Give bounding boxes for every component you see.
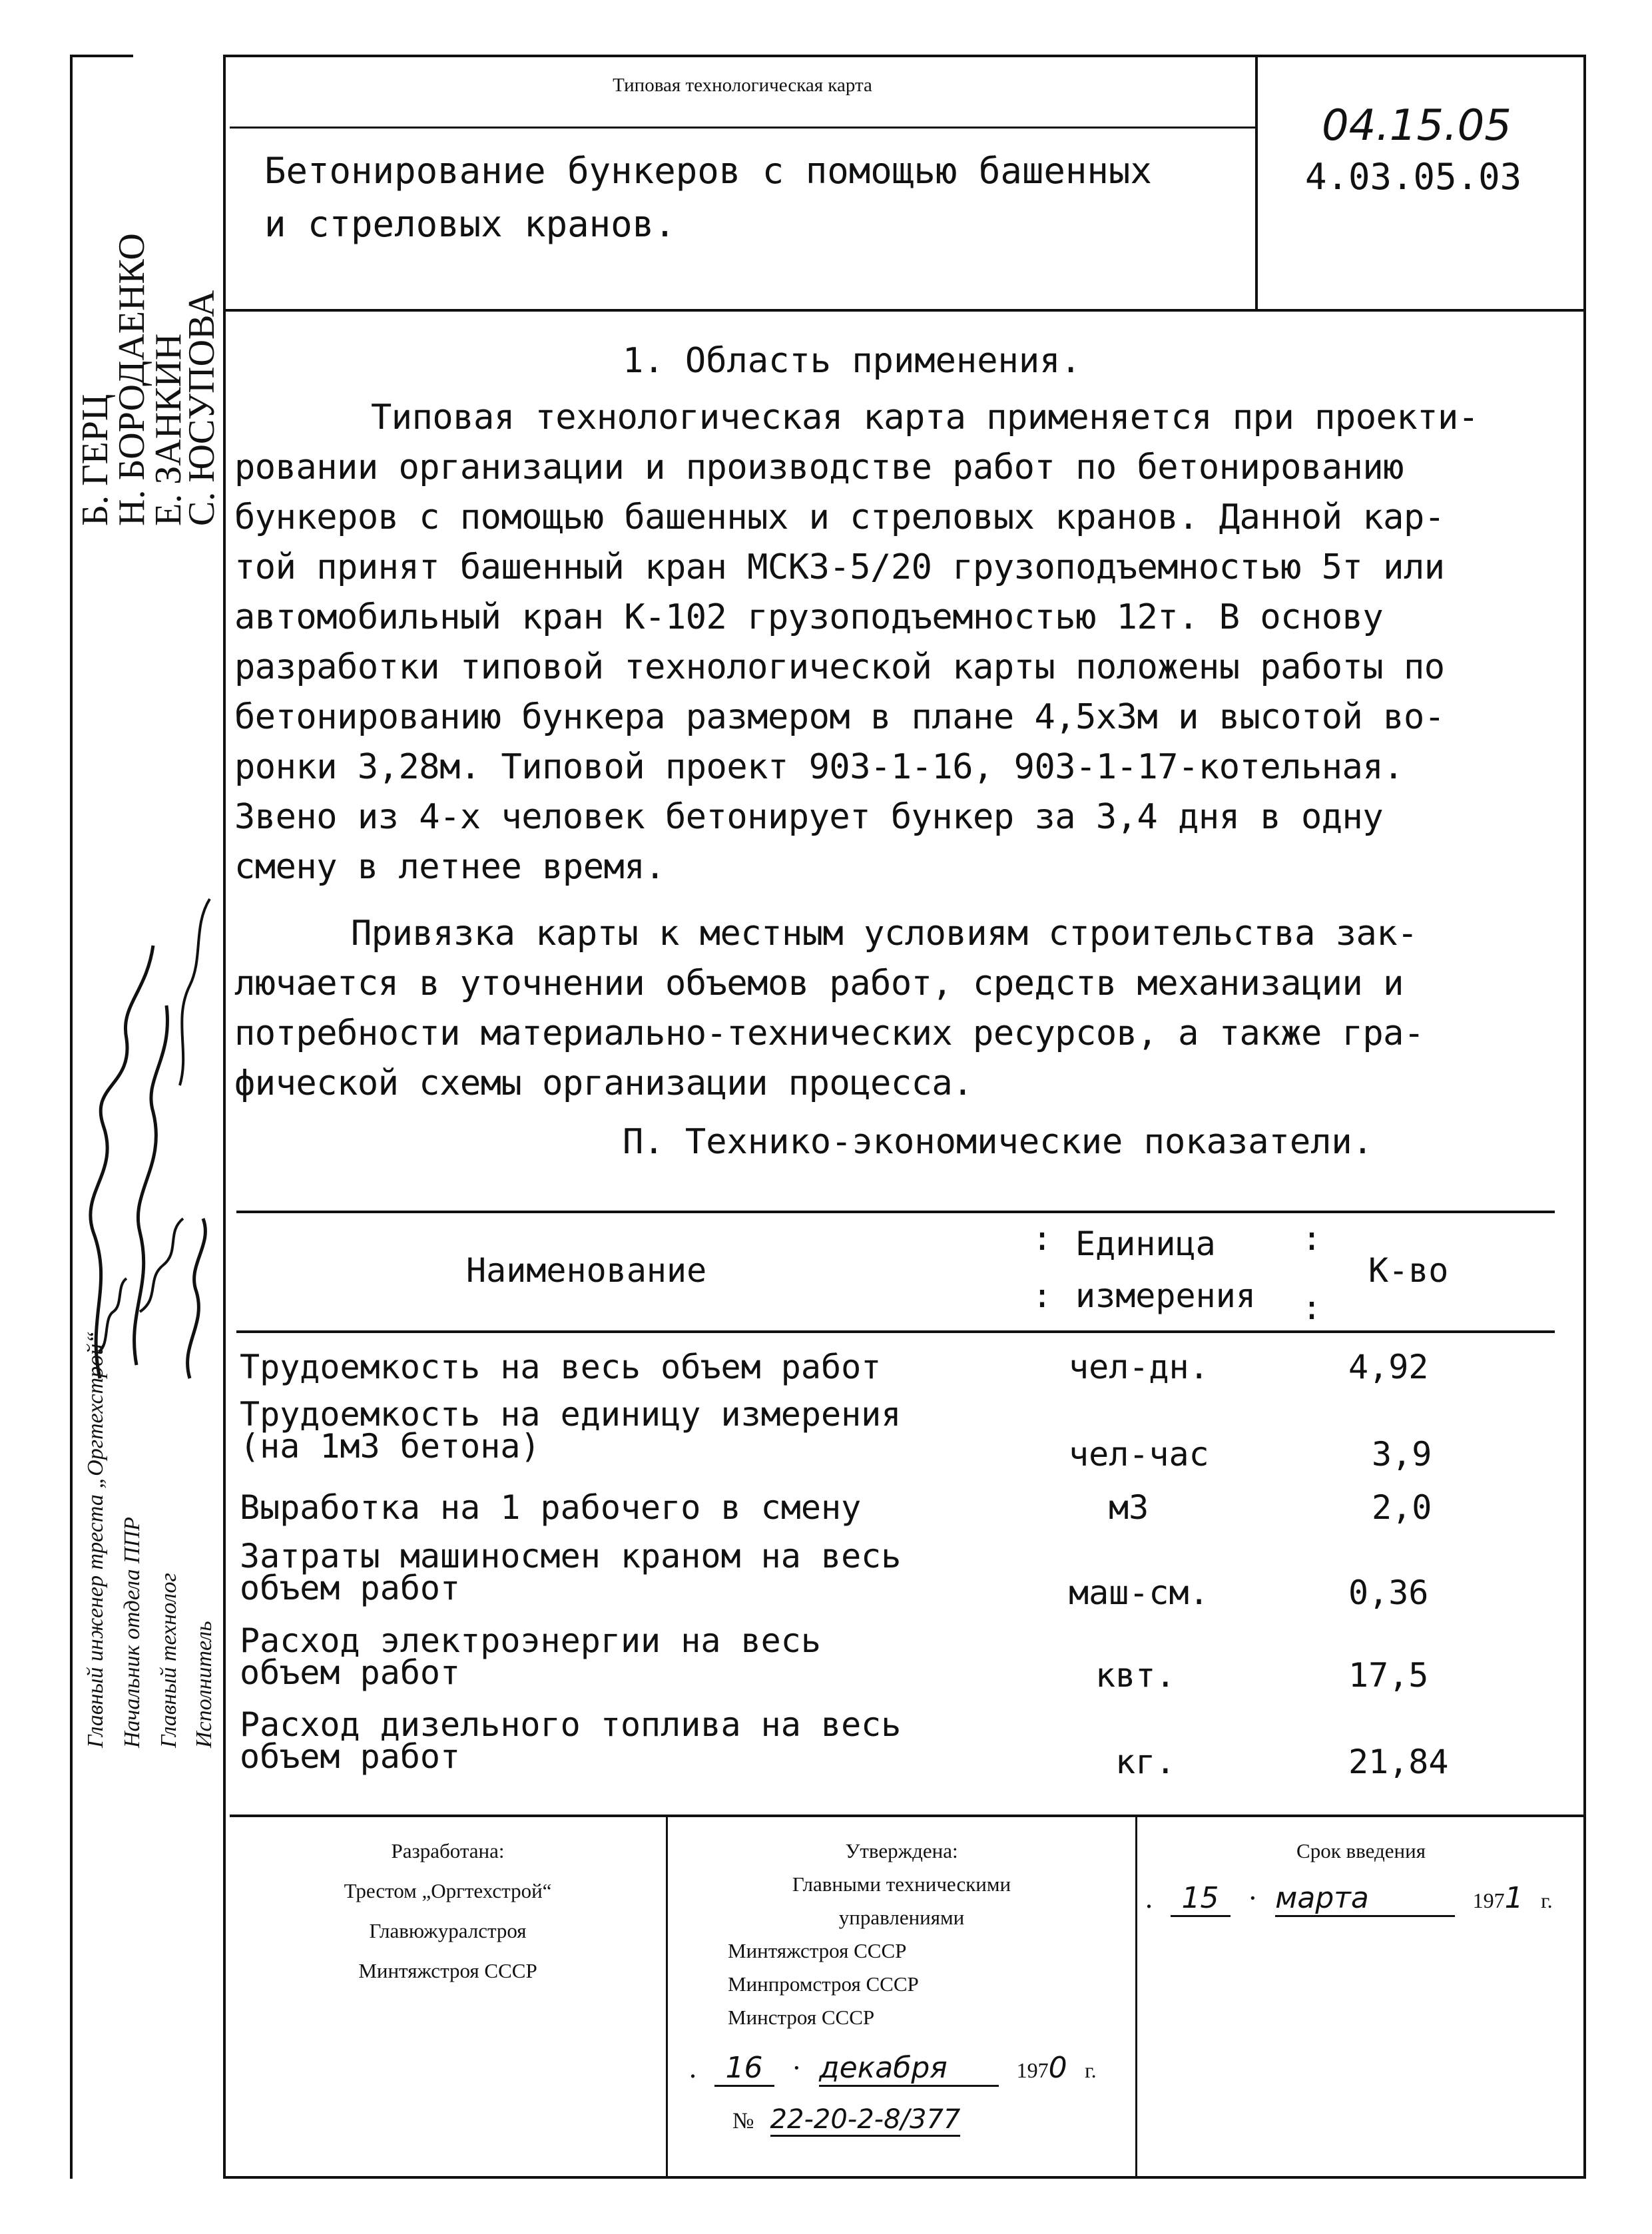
- row-name: Расход электроэнергии на весь: [240, 1621, 821, 1660]
- developed-line: Минтяжстроя СССР: [358, 1959, 537, 1982]
- approved-line: управлениями: [838, 1906, 965, 1929]
- section1-p1-line: бетонированию бункера размером в плане 4,5х3м и высотой во-: [234, 697, 1445, 737]
- introduced-heading: Срок введения: [1296, 1839, 1426, 1862]
- approved-date-year-suffix: 0: [1048, 2051, 1067, 2085]
- approved-number-prefix: №: [732, 2109, 754, 2133]
- row-name: Трудоемкость на единицу измерения: [240, 1395, 902, 1434]
- header-divider: [230, 127, 1255, 129]
- sidebar-name-2: Н. БОРОДАЕНКО: [111, 233, 152, 526]
- section1-p1-line: Типовая технологическая карта применяется при проекти-: [371, 398, 1479, 437]
- section1-p2-line: потребности материально-технических ресурсов, а также гра-: [234, 1013, 1424, 1053]
- section1-p2-line: лючается в уточнении объемов работ, средств механизации и: [234, 964, 1404, 1003]
- row-name: (на 1м3 бетона): [240, 1427, 541, 1466]
- section1-p1-line: ронки 3,28м. Типовой проект 903-1-16, 903-1-17-котельная.: [234, 747, 1404, 787]
- introduced-date-day: 15: [1171, 1881, 1231, 1917]
- col-header-unit-1: Единица: [1075, 1225, 1216, 1263]
- approved-heading: Утверждена:: [845, 1839, 958, 1862]
- section1-p1-line: смену в летнее время.: [234, 847, 665, 887]
- footer-developed: [230, 1834, 666, 1988]
- approved-line: Минтяжстроя СССР: [728, 1939, 907, 1962]
- section1-p1-line: ровании организации и производстве работ по бетонированию: [234, 447, 1404, 487]
- introduced-date-month: марта: [1275, 1881, 1455, 1917]
- approved-line: Минстроя СССР: [728, 2006, 875, 2029]
- section1-paragraph2: [234, 909, 1579, 1109]
- col-header-name: Наименование: [466, 1251, 707, 1290]
- section1-p2-line: фической схемы организации процесса.: [234, 1063, 973, 1103]
- col-separator-2: :: [1032, 1276, 1053, 1315]
- row-qty: 2,0: [1372, 1488, 1432, 1527]
- sidebar-name-1: Б. ГЕРЦ: [75, 394, 116, 526]
- frame-inner-left: [223, 55, 226, 2179]
- approved-number-value: 22-20-2-8/377: [770, 2104, 961, 2137]
- doc-code-handwritten: 04.15.05: [1322, 101, 1512, 150]
- frame-bottom: [223, 2176, 1586, 2179]
- col-separator-1: :: [1032, 1219, 1053, 1258]
- sidebar-position-2: Начальник отдела ППР: [120, 1517, 144, 1748]
- row-name: Выработка на 1 рабочего в смену: [240, 1488, 862, 1527]
- row-unit: чел-час: [1069, 1435, 1209, 1474]
- row-qty: 17,5: [1348, 1656, 1429, 1695]
- section2-heading: П. Технико-экономические показатели.: [623, 1122, 1374, 1162]
- developed-line: Трестом „Оргтехстрой“: [344, 1879, 552, 1902]
- signatures: [73, 886, 223, 1392]
- sidebar-position-3: Главный технолог: [156, 1573, 181, 1748]
- row-name: Расход дизельного топлива на весь: [240, 1705, 902, 1744]
- approved-date-month: декабря: [819, 2051, 999, 2087]
- frame-top: [223, 55, 1585, 57]
- footer-divider-2: [1135, 1815, 1137, 2177]
- approved-line: Минпромстроя СССР: [728, 1972, 919, 1996]
- introduced-date-g: г.: [1541, 1888, 1553, 1912]
- row-name: объем работ: [240, 1653, 461, 1692]
- introduced-date-year-suffix: 1: [1504, 1881, 1523, 1915]
- section1-p1-line: бункеров с помощью башенных и стреловых кранов. Данной кар-: [234, 497, 1445, 537]
- frame-top-left: [70, 55, 133, 57]
- doc-title-line1: Бетонирование бункеров с помощью башенных: [264, 150, 1152, 192]
- row-qty: 21,84: [1348, 1743, 1449, 1781]
- frame-left: [70, 55, 73, 2179]
- sidebar-position-4: Исполнитель: [192, 1621, 216, 1748]
- row-unit: маш-см.: [1069, 1573, 1209, 1612]
- approved-date: . 16 · декабря 1970 г.: [689, 2051, 1097, 2087]
- col-header-qty: К-во: [1368, 1251, 1449, 1290]
- row-name: объем работ: [240, 1737, 461, 1776]
- header-vertical-divider: [1255, 55, 1258, 309]
- row-qty: 4,92: [1348, 1348, 1429, 1386]
- doc-title-line2: и стреловых кранов.: [264, 203, 676, 245]
- section1-p1-line: автомобильный кран К-102 грузоподъемностью 12т. В основу: [234, 597, 1384, 637]
- section1-heading: 1. Область применения.: [623, 341, 1081, 381]
- section1-p1-line: Звено из 4-х человек бетонирует бункер за 3,4 дня в одну: [234, 797, 1384, 837]
- doc-kind: Типовая технологическая карта: [613, 75, 872, 96]
- footer-top-rule: [230, 1815, 1585, 1817]
- col-header-unit-2: измерения: [1075, 1276, 1256, 1315]
- approved-line: Главными техническими: [792, 1872, 1011, 1896]
- row-qty: 3,9: [1372, 1435, 1432, 1474]
- introduced-date-year-prefix: 197: [1472, 1888, 1505, 1912]
- footer-introduced: [1137, 1834, 1585, 1868]
- section1-p1-line: разработки типовой технологической карты положены работы по: [234, 647, 1445, 687]
- sidebar-position-1: Главный инженер треста „Оргтехстрой“: [83, 1331, 108, 1748]
- developed-line: Главюжуралстроя: [369, 1919, 527, 1942]
- row-unit: квт.: [1095, 1656, 1176, 1695]
- row-unit: м3: [1109, 1488, 1149, 1527]
- footer-approved: [668, 1834, 1135, 2034]
- approved-date-day: 16: [714, 2051, 774, 2087]
- section1-p1-line: той принят башенный кран МСКЗ-5/20 грузоподъемностью 5т или: [234, 547, 1445, 587]
- approved-date-g: г.: [1085, 2058, 1097, 2082]
- indicators-table: [236, 1211, 1555, 1790]
- sidebar-name-3: Е. ЗАНКИН: [148, 333, 189, 526]
- approved-date-year-prefix: 197: [1016, 2058, 1049, 2082]
- row-name: Трудоемкость на весь объем работ: [240, 1348, 882, 1386]
- doc-code-printed: 4.03.05.03: [1305, 156, 1522, 198]
- section1-paragraph1: [234, 393, 1579, 892]
- row-unit: кг.: [1115, 1743, 1176, 1781]
- sidebar-name-4: С. ЮСУПОВА: [181, 290, 222, 526]
- developed-heading: Разработана:: [391, 1839, 505, 1862]
- section1-p2-line: Привязка карты к местным условиям строительства зак-: [351, 914, 1418, 954]
- row-name: Затраты машиносмен краном на весь: [240, 1537, 902, 1575]
- col-separator-4: :: [1302, 1288, 1322, 1327]
- introduced-date: . 15 · марта 1971 г.: [1145, 1881, 1553, 1917]
- row-name: объем работ: [240, 1569, 461, 1607]
- row-unit: чел-дн.: [1069, 1348, 1209, 1386]
- approved-number: [732, 2104, 960, 2135]
- header-bottom-rule: [223, 309, 1586, 312]
- row-qty: 0,36: [1348, 1573, 1429, 1612]
- col-separator-3: :: [1302, 1219, 1322, 1258]
